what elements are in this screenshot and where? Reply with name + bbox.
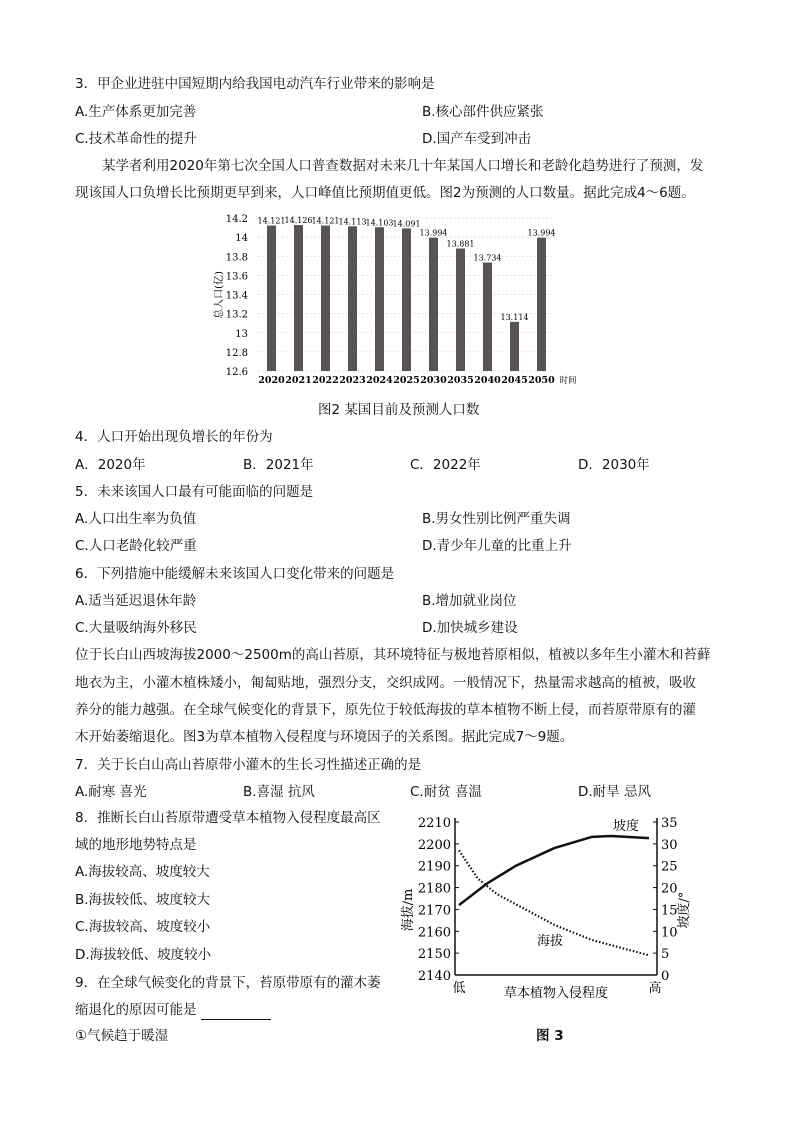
bar-value-label: 14.091 [392, 219, 421, 229]
bar-value-label: 13.994 [419, 228, 448, 238]
bar [321, 226, 330, 371]
q7-option-a: A.耐寒 喜光 [75, 784, 147, 800]
bar [402, 228, 411, 371]
q4-option-c: C．2022年 [410, 457, 481, 473]
right-tick-label: 15 [661, 903, 678, 919]
bar [510, 322, 519, 371]
q5-option-c: C.人口老龄化较严重 [75, 538, 197, 554]
right-tick-label: 5 [661, 947, 670, 963]
q6-option-a: A.适当延迟退休年龄 [75, 593, 197, 609]
intro2-line: 位于长白山西坡海拔2000～2500m的高山苔原，其环境特征与极地苔原相似，植被以多年生小灌木和苔藓 [75, 647, 711, 663]
q7-stem: 7．关于长白山高山苔原带小灌木的生长习性描述正确的是 [75, 757, 422, 773]
q5-option-a: A.人口出生率为负值 [75, 511, 197, 527]
right-axis-label: 坡度/° [677, 891, 692, 929]
series-label-elevation: 海拔 [537, 934, 564, 949]
right-tick-label: 25 [661, 859, 678, 875]
q9-item-1: ①气候趋于暖湿 [75, 1028, 169, 1044]
q3-option-a: A.生产体系更加完善 [75, 104, 197, 120]
q6-option-b: B.增加就业岗位 [422, 593, 517, 609]
x-axis-label: 草本植物入侵程度 [503, 986, 609, 1000]
q9-stem-line2 [75, 1000, 271, 1020]
q7-option-b: B.喜湿 抗风 [243, 784, 315, 800]
x-tick-label: 2022 [312, 375, 339, 386]
fig3-caption: 图 3 [536, 1028, 564, 1044]
q3-option-d: D.国产车受到冲击 [422, 131, 532, 147]
y-tick-label: 14.2 [225, 214, 248, 225]
right-tick-label: 30 [661, 837, 678, 853]
q5-option-d: D.青少年儿童的比重上升 [422, 538, 572, 554]
left-tick-label: 2180 [417, 881, 451, 897]
fig2-caption: 图2 某国目前及预测人口数 [318, 402, 480, 418]
q9-stem: 9．在全球气候变化的背景下，苔原带原有的灌木萎 [75, 975, 381, 991]
bar-value-label: 13.994 [527, 228, 556, 238]
series-label-slope: 坡度 [613, 819, 640, 834]
y-tick-label: 13.8 [225, 252, 248, 264]
q7-option-d: D.耐旱 忌风 [578, 784, 651, 800]
series-line-slope [459, 836, 649, 905]
left-tick-label: 2160 [417, 925, 451, 941]
x-tick-label: 2035 [447, 375, 474, 386]
bar [456, 249, 465, 371]
left-tick-label: 2190 [417, 859, 451, 875]
x-tick-label: 2020 [258, 375, 285, 386]
left-tick-label: 2170 [417, 903, 451, 919]
intro2-line: 木开始萎缩退化。图3为草本植物入侵程度与环境因子的关系图。据此完成7～9题。 [75, 729, 574, 745]
x-tick-label: 2025 [393, 375, 420, 386]
q8-stem: 8．推断长白山苔原带遭受草本植物入侵程度最高区 [75, 810, 381, 826]
y-axis-label: 总人口(亿) [214, 271, 225, 319]
intro1-line: 现该国人口负增长比预期更早到来，人口峰值比预期值更低。图2为预测的人口数量。据此完成4～6题。 [75, 185, 695, 201]
bar-value-label: 14.126 [284, 216, 313, 226]
bar [483, 263, 492, 371]
bar [267, 226, 276, 371]
q3-option-b: B.核心部件供应紧张 [422, 104, 544, 120]
x-tick-label: 低 [452, 981, 466, 996]
invasion-line-chart [400, 800, 700, 1000]
left-tick-label: 2140 [417, 969, 451, 984]
y-tick-label: 13.6 [225, 271, 248, 283]
right-tick-label: 20 [661, 881, 678, 897]
x-tick-label: 2024 [366, 375, 393, 386]
y-tick-label: 14 [235, 233, 248, 245]
x-tick-label: 2030 [420, 375, 447, 386]
x-tick-label: 2050 [528, 375, 555, 386]
x-tick-label: 2045 [501, 375, 528, 386]
q8-stem: 域的地形地势特点是 [75, 837, 197, 853]
right-tick-label: 10 [661, 925, 678, 941]
bar-value-label: 14.103 [365, 218, 394, 228]
x-tick-label: 高 [648, 981, 662, 996]
q6-option-d: D.加快城乡建设 [422, 620, 518, 636]
bar-value-label: 13.114 [500, 312, 529, 322]
q3-option-c: C.技术革命性的提升 [75, 131, 197, 147]
right-tick-label: 0 [661, 969, 670, 984]
q5-stem: 5．未来该国人口最有可能面临的问题是 [75, 484, 314, 500]
bar-value-label: 14.121 [311, 216, 340, 226]
bar-value-label: 13.734 [473, 253, 502, 263]
q7-option-c: C.耐贫 喜温 [410, 784, 483, 800]
q4-option-a: A．2020年 [75, 457, 146, 473]
y-tick-label: 13.2 [225, 309, 248, 321]
q4-stem: 4．人口开始出现负增长的年份为 [75, 429, 273, 445]
q6-option-c: C.大量吸纳海外移民 [75, 620, 197, 636]
q4-option-b: B．2021年 [243, 457, 314, 473]
intro1-line: 某学者利用2020年第七次全国人口普查数据对未来几十年某国人口增长和老龄化趋势进行了预测，发 [102, 158, 704, 174]
left-tick-label: 2200 [417, 837, 451, 853]
left-tick-label: 2210 [417, 816, 451, 831]
bar [429, 238, 438, 371]
bar-value-label: 14.121 [257, 216, 286, 226]
intro2-line: 地衣为主，小灌木植株矮小，匍匐贴地，强烈分支，交织成网。一般情况下，热量需求越高的植被，吸收 [75, 675, 696, 691]
q8-option-c: C.海拔较高、坡度较小 [75, 919, 211, 935]
answer-blank [201, 1005, 271, 1020]
q9-stem-text: 缩退化的原因可能是 [75, 1002, 197, 1018]
y-tick-label: 13.4 [225, 290, 248, 302]
bar-value-label: 14.113 [338, 217, 367, 227]
y-tick-label: 12.6 [225, 367, 248, 378]
y-tick-label: 13 [235, 328, 248, 340]
q8-option-d: D.海拔较低、坡度较小 [75, 947, 212, 963]
x-tick-label: 2040 [474, 375, 501, 386]
bar [375, 227, 384, 371]
left-axis-label: 海拔/m [401, 888, 416, 932]
x-axis-label: 时间 [559, 376, 577, 386]
bar [348, 226, 357, 371]
bar [294, 225, 303, 371]
intro2-line: 养分的能力越强。在全球气候变化的背景下，原先位于较低海拔的草本植物不断上侵，而苔原带原有的灌 [75, 702, 696, 718]
q4-option-d: D．2030年 [578, 457, 650, 473]
q6-stem: 6．下列措施中能缓解未来该国人口变化带来的问题是 [75, 566, 395, 582]
bar-value-label: 13.881 [446, 239, 475, 249]
x-tick-label: 2021 [285, 375, 312, 386]
q5-option-b: B.男女性别比例严重失调 [422, 511, 571, 527]
bar [537, 238, 546, 371]
right-tick-label: 35 [661, 816, 678, 831]
population-bar-chart [210, 205, 590, 390]
q8-option-b: B.海拔较低、坡度较大 [75, 892, 211, 908]
x-tick-label: 2023 [339, 375, 366, 386]
left-tick-label: 2150 [417, 947, 451, 963]
q8-option-a: A.海拔较高、坡度较大 [75, 864, 210, 880]
y-tick-label: 12.8 [225, 347, 248, 359]
q3-stem: 3．甲企业进驻中国短期内给我国电动汽车行业带来的影响是 [75, 76, 435, 92]
